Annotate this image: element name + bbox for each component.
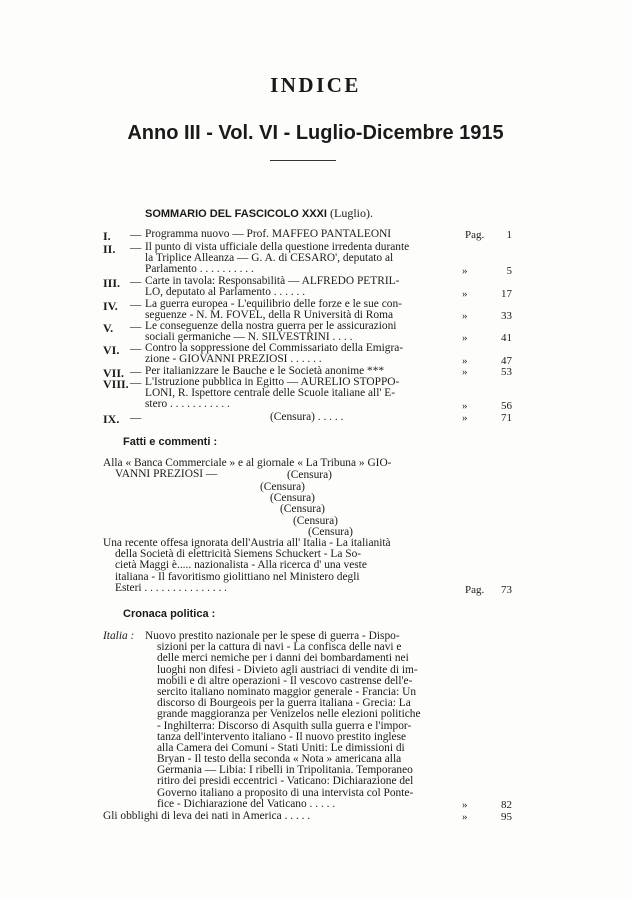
entry-line: Programma nuovo — Prof. MAFFEO PANTALEONI xyxy=(145,228,392,240)
alla-entry xyxy=(103,458,463,480)
page-number: 82 xyxy=(501,799,512,811)
entry-line: La guerra europea - L'equilibrio delle forze e le sue con- xyxy=(145,298,402,310)
page-label: Pag. xyxy=(465,584,485,596)
cronaca-line: ritiro dei presidi eccentrici - Vaticano: Dichiarazione del xyxy=(157,775,414,788)
entry-line: Contro la soppressione del Commissariato della Emigra- xyxy=(145,342,404,354)
cronaca-line: sercito italiano nominato maggior generale - Francia: Un xyxy=(157,685,417,698)
entry-line: LO, deputato al Parlamento . . . . . . xyxy=(145,286,306,299)
ditto-mark: » xyxy=(462,811,468,823)
page-number: 5 xyxy=(506,265,512,277)
entry-dash: — xyxy=(130,229,142,241)
page-number: 71 xyxy=(501,412,512,424)
entry-dash: — xyxy=(130,321,142,333)
offesa-line: della Società di elettricità Siemens Schuckert - La So- xyxy=(115,548,362,561)
cronaca-line: delle merci nemiche per i danni dei bombardamenti nei xyxy=(157,652,409,665)
entry-line: Carte in tavola: Responsabilità — ALFREDO PETRIL- xyxy=(145,275,400,287)
entry-dash: — xyxy=(130,276,142,288)
offesa-line: Una recente offesa ignorata dell'Austria all' Italia - La italianità xyxy=(103,537,391,549)
censura-line: (Censura) xyxy=(270,492,315,504)
page-number: 17 xyxy=(501,288,512,300)
cronaca-heading: Cronaca politica : xyxy=(123,608,216,620)
entry-dash: — xyxy=(130,366,142,378)
cronaca-line: fice - Dichiarazione del Vaticano . . . . . xyxy=(157,797,336,810)
summary-heading-text: SOMMARIO DEL FASCICOLO XXXI xyxy=(145,208,327,220)
cronaca-line: sizioni per la cattura di navi - La confisca delle navi e xyxy=(157,641,402,654)
alla-line: Alla « Banca Commerciale » e al giornale « La Tribuna » GIO- xyxy=(103,457,392,469)
entry-number: IX. xyxy=(103,412,120,426)
page-number: 53 xyxy=(501,366,512,378)
censura-line: (Censura) xyxy=(280,503,325,515)
entry-dash: — xyxy=(130,242,142,254)
obblighi-entry xyxy=(103,811,463,822)
entry-line: Le conseguenze della nostra guerra per le assicurazioni xyxy=(145,320,397,332)
entry-number: VIII. xyxy=(103,377,129,391)
entry-number: IV. xyxy=(103,299,118,313)
ditto-mark: » xyxy=(462,400,468,412)
offesa-line: italiana - Il favoritismo giolittiano nel Ministero degli xyxy=(115,570,360,583)
entry-line: Il punto di vista ufficiale della questione irredenta durante xyxy=(145,241,410,253)
cronaca-line: Nuovo prestito nazionale per le spese di guerra - Dispo- xyxy=(145,630,400,642)
entry-line: Per italianizzare le Bauche e le Società anonime *** xyxy=(145,365,385,377)
cronaca-entry xyxy=(145,631,460,810)
entry-line: seguenze - N. M. FOVEL, della R Università di Roma xyxy=(145,309,394,322)
summary-heading xyxy=(145,206,373,221)
entry-line: stero . . . . . . . . . . . xyxy=(145,398,230,411)
entry-line: L'Istruzione pubblica in Egitto — AURELIO STOPPO- xyxy=(145,376,400,388)
entry-dash: — xyxy=(130,299,142,311)
cronaca-line: grande maggioranza per Venizelos nelle elezioni politiche xyxy=(157,708,421,721)
entry-dash: — xyxy=(130,377,142,389)
italia-label: Italia : xyxy=(103,630,135,642)
entry-line: LONI, R. Ispettore centrale delle Scuole italiane all' E- xyxy=(145,387,396,400)
obblighi-line: Gli obblighi di leva dei nati in America . . . . . xyxy=(103,810,311,822)
entry-number: V. xyxy=(103,321,114,335)
alla-line: VANNI PREZIOSI — xyxy=(115,468,218,481)
offesa-entry xyxy=(103,538,463,594)
entry-number: VII. xyxy=(103,366,125,380)
censura-line: (Censura) xyxy=(287,469,332,481)
ditto-mark: » xyxy=(462,355,468,367)
cronaca-line: luoghi non difesi - Divieto agli austriaci di vendite di im- xyxy=(157,663,418,676)
cronaca-line: - Inghilterra: Discorso di Asquith sulla guerra e l'impor- xyxy=(157,719,412,732)
entry-number: VI. xyxy=(103,343,120,357)
cronaca-line: tanza dell'intervento italiano - Il nuovo prestito inglese xyxy=(157,730,407,743)
cronaca-line: alla Camera dei Comuni - Stati Uniti: Le dimissioni di xyxy=(157,741,405,754)
cronaca-line: Bryan - Il testo della seconda « Nota » americana alla xyxy=(157,753,402,766)
page-label: Pag. xyxy=(465,229,485,241)
censura-line: (Censura) xyxy=(308,526,353,538)
entry-number: I. xyxy=(103,229,111,243)
page-number: 73 xyxy=(501,584,512,596)
page-number: 41 xyxy=(501,332,512,344)
title-divider xyxy=(270,160,336,161)
page-number: 33 xyxy=(501,310,512,322)
ditto-mark: » xyxy=(462,366,468,378)
page-number: 95 xyxy=(501,811,512,823)
entry-line: (Censura) . . . . . xyxy=(270,411,344,423)
ditto-mark: » xyxy=(462,799,468,811)
entry-dash: — xyxy=(130,412,142,424)
entry-line: zione - GIOVANNI PREZIOSI . . . . . . xyxy=(145,353,322,366)
page-number: 1 xyxy=(506,229,512,241)
page-title: INDICE xyxy=(270,73,361,97)
volume-subtitle: Anno III - Vol. VI - Luglio-Dicembre 1915 xyxy=(127,122,504,144)
cronaca-line: discorso di Bourgeois per la guerra italiana - Grecia: La xyxy=(157,697,411,710)
offesa-line: cietà Maggi è..... nazionalista - Alla ricerca d' una veste xyxy=(115,559,367,572)
page-number: 47 xyxy=(501,355,512,367)
entry-line: sociali germaniche — N. SILVESTRINI . . . . xyxy=(145,331,353,344)
ditto-mark: » xyxy=(462,412,468,424)
ditto-mark: » xyxy=(462,332,468,344)
entry-line: la Triplice Alleanza — G. A. di CESARO', deputato al xyxy=(145,252,394,265)
entry-number: III. xyxy=(103,276,121,290)
cronaca-line: mobili e di altre operazioni - Il vescovo castrense dell'e- xyxy=(157,674,413,687)
cronaca-line: Governo italiano a proposito di una intervista col Ponte- xyxy=(157,786,414,799)
offesa-line: Esteri . . . . . . . . . . . . . . . xyxy=(115,581,227,594)
page-number: 56 xyxy=(501,400,512,412)
ditto-mark: » xyxy=(462,288,468,300)
ditto-mark: » xyxy=(462,265,468,277)
summary-heading-note: (Luglio). xyxy=(330,206,373,220)
entry-dash: — xyxy=(130,343,142,355)
entry-line: Parlamento . . . . . . . . . . xyxy=(145,263,254,276)
censura-line: (Censura) xyxy=(260,481,305,493)
ditto-mark: » xyxy=(462,310,468,322)
cronaca-line: Germania — Libia: I ribelli in Tripolitania. Temporaneo xyxy=(157,764,413,777)
censura-line: (Censura) xyxy=(293,515,338,527)
fatti-heading: Fatti e commenti : xyxy=(123,436,218,448)
entry-number: II. xyxy=(103,242,116,256)
